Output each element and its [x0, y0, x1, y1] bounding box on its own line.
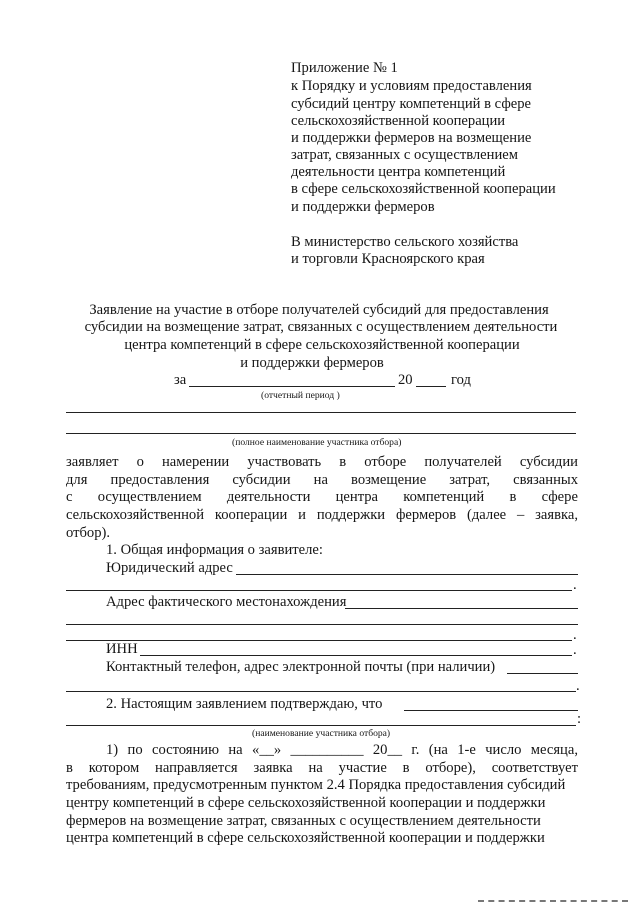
title-line: и поддержки фермеров: [240, 355, 384, 371]
p1-line-3: требованиям, предусмотренным пунктом 2.4 Порядка предоставления субсидий: [66, 777, 566, 793]
inn-label: ИНН: [106, 641, 138, 657]
actual-address-label: Адрес фактического местонахождения: [106, 594, 347, 610]
appendix-line: затрат, связанных с осуществлением: [291, 147, 518, 163]
intro-line-4: сельскохозяйственной кооперации и поддержки фермеров (далее – заявка,: [66, 507, 578, 523]
actual-address-dot: .: [573, 627, 577, 643]
legal-address-dot: .: [573, 577, 577, 593]
appendix-line: и поддержки фермеров: [291, 199, 435, 215]
appendix-line: субсидий центру компетенций в сфере: [291, 96, 532, 112]
inn-dot: .: [573, 642, 577, 658]
section2-heading: 2. Настоящим заявлением подтверждаю, что: [106, 696, 383, 712]
p1-line-5: фермеров на возмещение затрат, связанных с осуществлением деятельности: [66, 813, 541, 829]
confirm-name-field[interactable]: [404, 710, 578, 711]
participant-name-field-2[interactable]: [66, 433, 576, 434]
participant-name-field[interactable]: [66, 412, 576, 413]
p1-line-1: 1) по состоянию на «__» __________ 20__ г. (на 1-е число месяца,: [106, 742, 578, 758]
period-year-field[interactable]: [416, 386, 446, 387]
actual-address-field-3[interactable]: [66, 640, 572, 641]
participant-caption: (полное наименование участника отбора): [232, 437, 402, 448]
appendix-line: и поддержки фермеров на возмещение: [291, 130, 532, 146]
contacts-field[interactable]: [507, 673, 578, 674]
legal-address-field-2[interactable]: [66, 590, 572, 591]
appendix-line: деятельности центра компетенций: [291, 164, 506, 180]
intro-line-3: с осуществлением деятельности центра компетенций в сфере: [66, 489, 578, 505]
p1-line-2: в котором направляется заявка на участие в отборе), соответствует: [66, 760, 578, 776]
period-prefix: за: [174, 372, 187, 388]
title-line: Заявление на участие в отборе получателей субсидий для предоставления: [89, 302, 549, 318]
confirm-caption: (наименование участника отбора): [252, 728, 391, 739]
actual-address-field[interactable]: [345, 608, 578, 609]
appendix-title: Приложение № 1: [291, 60, 398, 76]
intro-line-2: для предоставления субсидии на возмещение затрат, связанных: [66, 472, 578, 488]
appendix-line: к Порядку и условиям предоставления: [291, 78, 532, 94]
addressee-line: и торговли Красноярского края: [291, 251, 485, 267]
addressee-line: В министерство сельского хозяйства: [291, 234, 519, 250]
legal-address-label: Юридический адрес: [106, 560, 233, 576]
intro-line-1: заявляет о намерении участвовать в отборе получателей субсидии: [66, 454, 578, 470]
appendix-line: сельскохозяйственной кооперации: [291, 113, 506, 129]
scan-artifact: [478, 900, 628, 902]
period-field[interactable]: [189, 386, 395, 387]
inn-field[interactable]: [140, 655, 572, 656]
title-line: центра компетенций в сфере сельскохозяйственной кооперации: [124, 337, 520, 353]
confirm-name-field-2[interactable]: [66, 725, 576, 726]
contacts-label: Контактный телефон, адрес электронной почты (при наличии): [106, 659, 496, 675]
actual-address-field-2[interactable]: [66, 624, 578, 625]
period-year-suffix: год: [451, 372, 471, 388]
period-caption: (отчетный период ): [261, 390, 340, 401]
intro-line-5: отбор).: [66, 525, 111, 541]
contacts-dot: .: [576, 678, 580, 694]
appendix-line: в сфере сельскохозяйственной кооперации: [291, 181, 556, 197]
contacts-field-2[interactable]: [66, 691, 576, 692]
confirm-colon: :: [577, 711, 582, 727]
section1-heading: 1. Общая информация о заявителе:: [106, 542, 323, 558]
p1-line-4: центру компетенций в сфере сельскохозяйственной кооперации и поддержки: [66, 795, 546, 811]
legal-address-field[interactable]: [236, 574, 578, 575]
period-year-prefix: 20: [398, 372, 413, 388]
title-line: субсидии на возмещение затрат, связанных с осуществлением деятельности: [84, 319, 558, 335]
p1-line-6: центра компетенций в сфере сельскохозяйственной кооперации и поддержки: [66, 830, 545, 846]
